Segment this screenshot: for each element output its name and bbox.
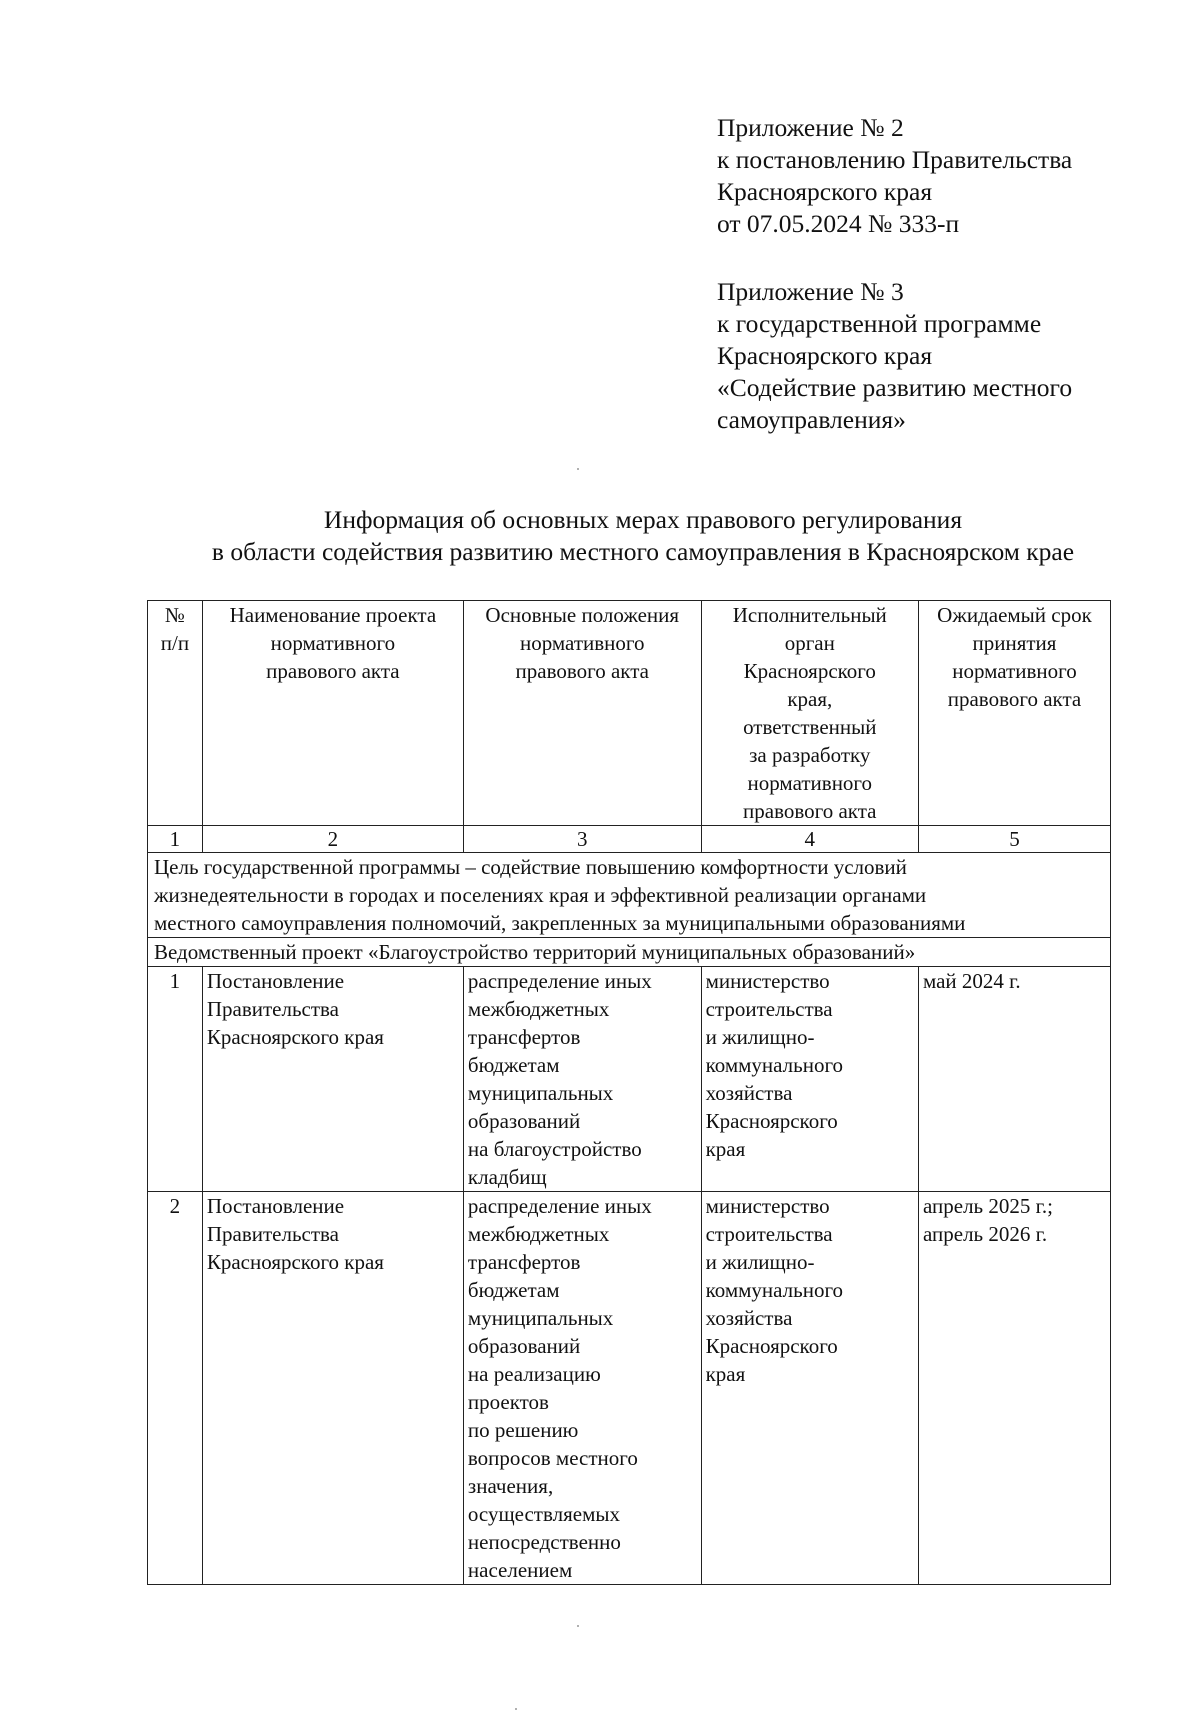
- cell-text: межбюджетных: [467, 997, 610, 1021]
- header-text: орган: [784, 631, 835, 655]
- measures-table: [147, 600, 1111, 1585]
- goal-text: жизнедеятельности в городах и поселениях края и эффективной реализации органами: [154, 883, 927, 907]
- cell-text: образований: [467, 1109, 581, 1133]
- cell-text: образований: [467, 1334, 581, 1358]
- cell-text: Красноярского: [705, 1109, 838, 1133]
- cell-text: населением: [467, 1558, 573, 1582]
- cell-text: апрель 2026 г.: [922, 1222, 1048, 1246]
- header-text: нормативного: [747, 771, 873, 795]
- project-cell: Ведомственный проект «Благоустройство территорий муниципальных образований»: [148, 938, 1111, 967]
- cell-text: строительства: [705, 997, 833, 1021]
- program-goal-cell: [148, 853, 1111, 938]
- cell-text: муниципальных: [467, 1306, 614, 1330]
- header-executive-body: [701, 601, 918, 826]
- row-expected-date: [918, 967, 1110, 1192]
- cell-text: края: [705, 1362, 746, 1386]
- title-line: в области содействия развитию местного самоуправления в Красноярском крае: [211, 537, 1075, 566]
- cell-text: хозяйства: [705, 1081, 793, 1105]
- cell-text: министерство: [705, 969, 830, 993]
- cell-text: значения,: [467, 1474, 554, 1498]
- column-index-row: [148, 826, 1111, 853]
- title-line: Информация об основных мерах правового регулирования: [323, 505, 963, 534]
- cell-text: бюджетам: [467, 1278, 560, 1302]
- cell-text: май 2024 г.: [922, 969, 1021, 993]
- header-text: нормативного: [270, 631, 396, 655]
- header-expected-date: [918, 601, 1110, 826]
- cell-text: Красноярского края: [206, 1025, 384, 1049]
- cell-text: бюджетам: [467, 1053, 560, 1077]
- goal-text: местного самоуправления полномочий, закрепленных за муниципальными образованиями: [154, 911, 966, 935]
- appendix-3-line: самоуправления»: [717, 405, 906, 434]
- header-text: п/п: [160, 631, 190, 655]
- cell-text: Постановление: [206, 1194, 345, 1218]
- header-text: нормативного: [519, 631, 645, 655]
- cell-text: межбюджетных: [467, 1222, 610, 1246]
- cell-text: распределение иных: [467, 969, 652, 993]
- cell-text: Постановление: [206, 969, 345, 993]
- cell-text: трансфертов: [467, 1250, 581, 1274]
- row-act-name: [202, 1192, 463, 1585]
- header-number: [148, 601, 203, 826]
- cell-text: осуществляемых: [467, 1502, 620, 1526]
- cell-text: кладбищ: [467, 1165, 547, 1189]
- cell-text: Красноярского края: [206, 1250, 384, 1274]
- cell-text: коммунального: [705, 1278, 844, 1302]
- header-text: №: [164, 603, 185, 627]
- appendix-3-line: к государственной программе: [717, 309, 1042, 338]
- header-text: Красноярского: [743, 659, 876, 683]
- document-title: [140, 504, 1146, 568]
- header-text: края,: [787, 687, 833, 711]
- table-row: [148, 967, 1111, 1192]
- row-executive-body: [701, 967, 918, 1192]
- header-text: принятия: [972, 631, 1057, 655]
- row-provisions: [463, 967, 701, 1192]
- cell-text: строительства: [705, 1222, 833, 1246]
- scan-speck: [577, 1625, 579, 1627]
- column-index: 1: [148, 826, 203, 853]
- cell-text: Красноярского: [705, 1334, 838, 1358]
- column-index: 5: [918, 826, 1110, 853]
- scan-speck: [577, 468, 579, 470]
- column-index: 4: [701, 826, 918, 853]
- header-text: правового акта: [515, 659, 649, 683]
- row-act-name: [202, 967, 463, 1192]
- header-text: правового акта: [947, 687, 1082, 711]
- header-text: Наименование проекта: [229, 603, 437, 627]
- cell-text: Правительства: [206, 997, 339, 1021]
- project-row: [148, 938, 1111, 967]
- header-text: правового акта: [743, 799, 877, 823]
- cell-text: хозяйства: [705, 1306, 793, 1330]
- header-act-name: [202, 601, 463, 826]
- appendix-2-line: Приложение № 2: [717, 113, 904, 142]
- header-text: правового акта: [266, 659, 400, 683]
- cell-text: и жилищно-: [705, 1025, 815, 1049]
- cell-text: трансфертов: [467, 1025, 581, 1049]
- header-provisions: [463, 601, 701, 826]
- header-text: нормативного: [952, 659, 1077, 683]
- column-index: 3: [463, 826, 701, 853]
- cell-text: на благоустройство: [467, 1137, 642, 1161]
- scan-speck: [515, 1708, 517, 1710]
- cell-text: коммунального: [705, 1053, 844, 1077]
- cell-text: апрель 2025 г.;: [922, 1194, 1053, 1218]
- header-text: за разработку: [749, 743, 871, 767]
- row-provisions: [463, 1192, 701, 1585]
- row-number: 1: [148, 967, 203, 1192]
- appendix-2-header: [717, 112, 1072, 240]
- cell-text: проектов: [467, 1390, 549, 1414]
- appendix-2-line: от 07.05.2024 № 333-п: [717, 209, 960, 238]
- header-text: ответственный: [743, 715, 877, 739]
- cell-text: министерство: [705, 1194, 830, 1218]
- program-goal-row: [148, 853, 1111, 938]
- cell-text: края: [705, 1137, 746, 1161]
- cell-text: Правительства: [206, 1222, 339, 1246]
- goal-text: Цель государственной программы – содействие повышению комфортности условий: [154, 855, 907, 879]
- cell-text: на реализацию: [467, 1362, 601, 1386]
- row-executive-body: [701, 1192, 918, 1585]
- table-header-row: [148, 601, 1111, 826]
- appendix-3-line: Красноярского края: [717, 341, 933, 370]
- appendix-2-line: к постановлению Правительства: [717, 145, 1073, 174]
- header-text: Основные положения: [485, 603, 680, 627]
- row-expected-date: [918, 1192, 1110, 1585]
- header-text: Ожидаемый срок: [937, 603, 1092, 627]
- appendix-3-header: [717, 276, 1072, 436]
- cell-text: по решению: [467, 1418, 579, 1442]
- cell-text: и жилищно-: [705, 1250, 815, 1274]
- column-index: 2: [202, 826, 463, 853]
- appendix-2-line: Красноярского края: [717, 177, 933, 206]
- cell-text: непосредственно: [467, 1530, 621, 1554]
- cell-text: муниципальных: [467, 1081, 614, 1105]
- appendix-3-line: Приложение № 3: [717, 277, 904, 306]
- header-text: Исполнительный: [732, 603, 887, 627]
- row-number: 2: [148, 1192, 203, 1585]
- table-row: [148, 1192, 1111, 1585]
- cell-text: распределение иных: [467, 1194, 652, 1218]
- appendix-3-line: «Содействие развитию местного: [717, 373, 1073, 402]
- cell-text: вопросов местного: [467, 1446, 638, 1470]
